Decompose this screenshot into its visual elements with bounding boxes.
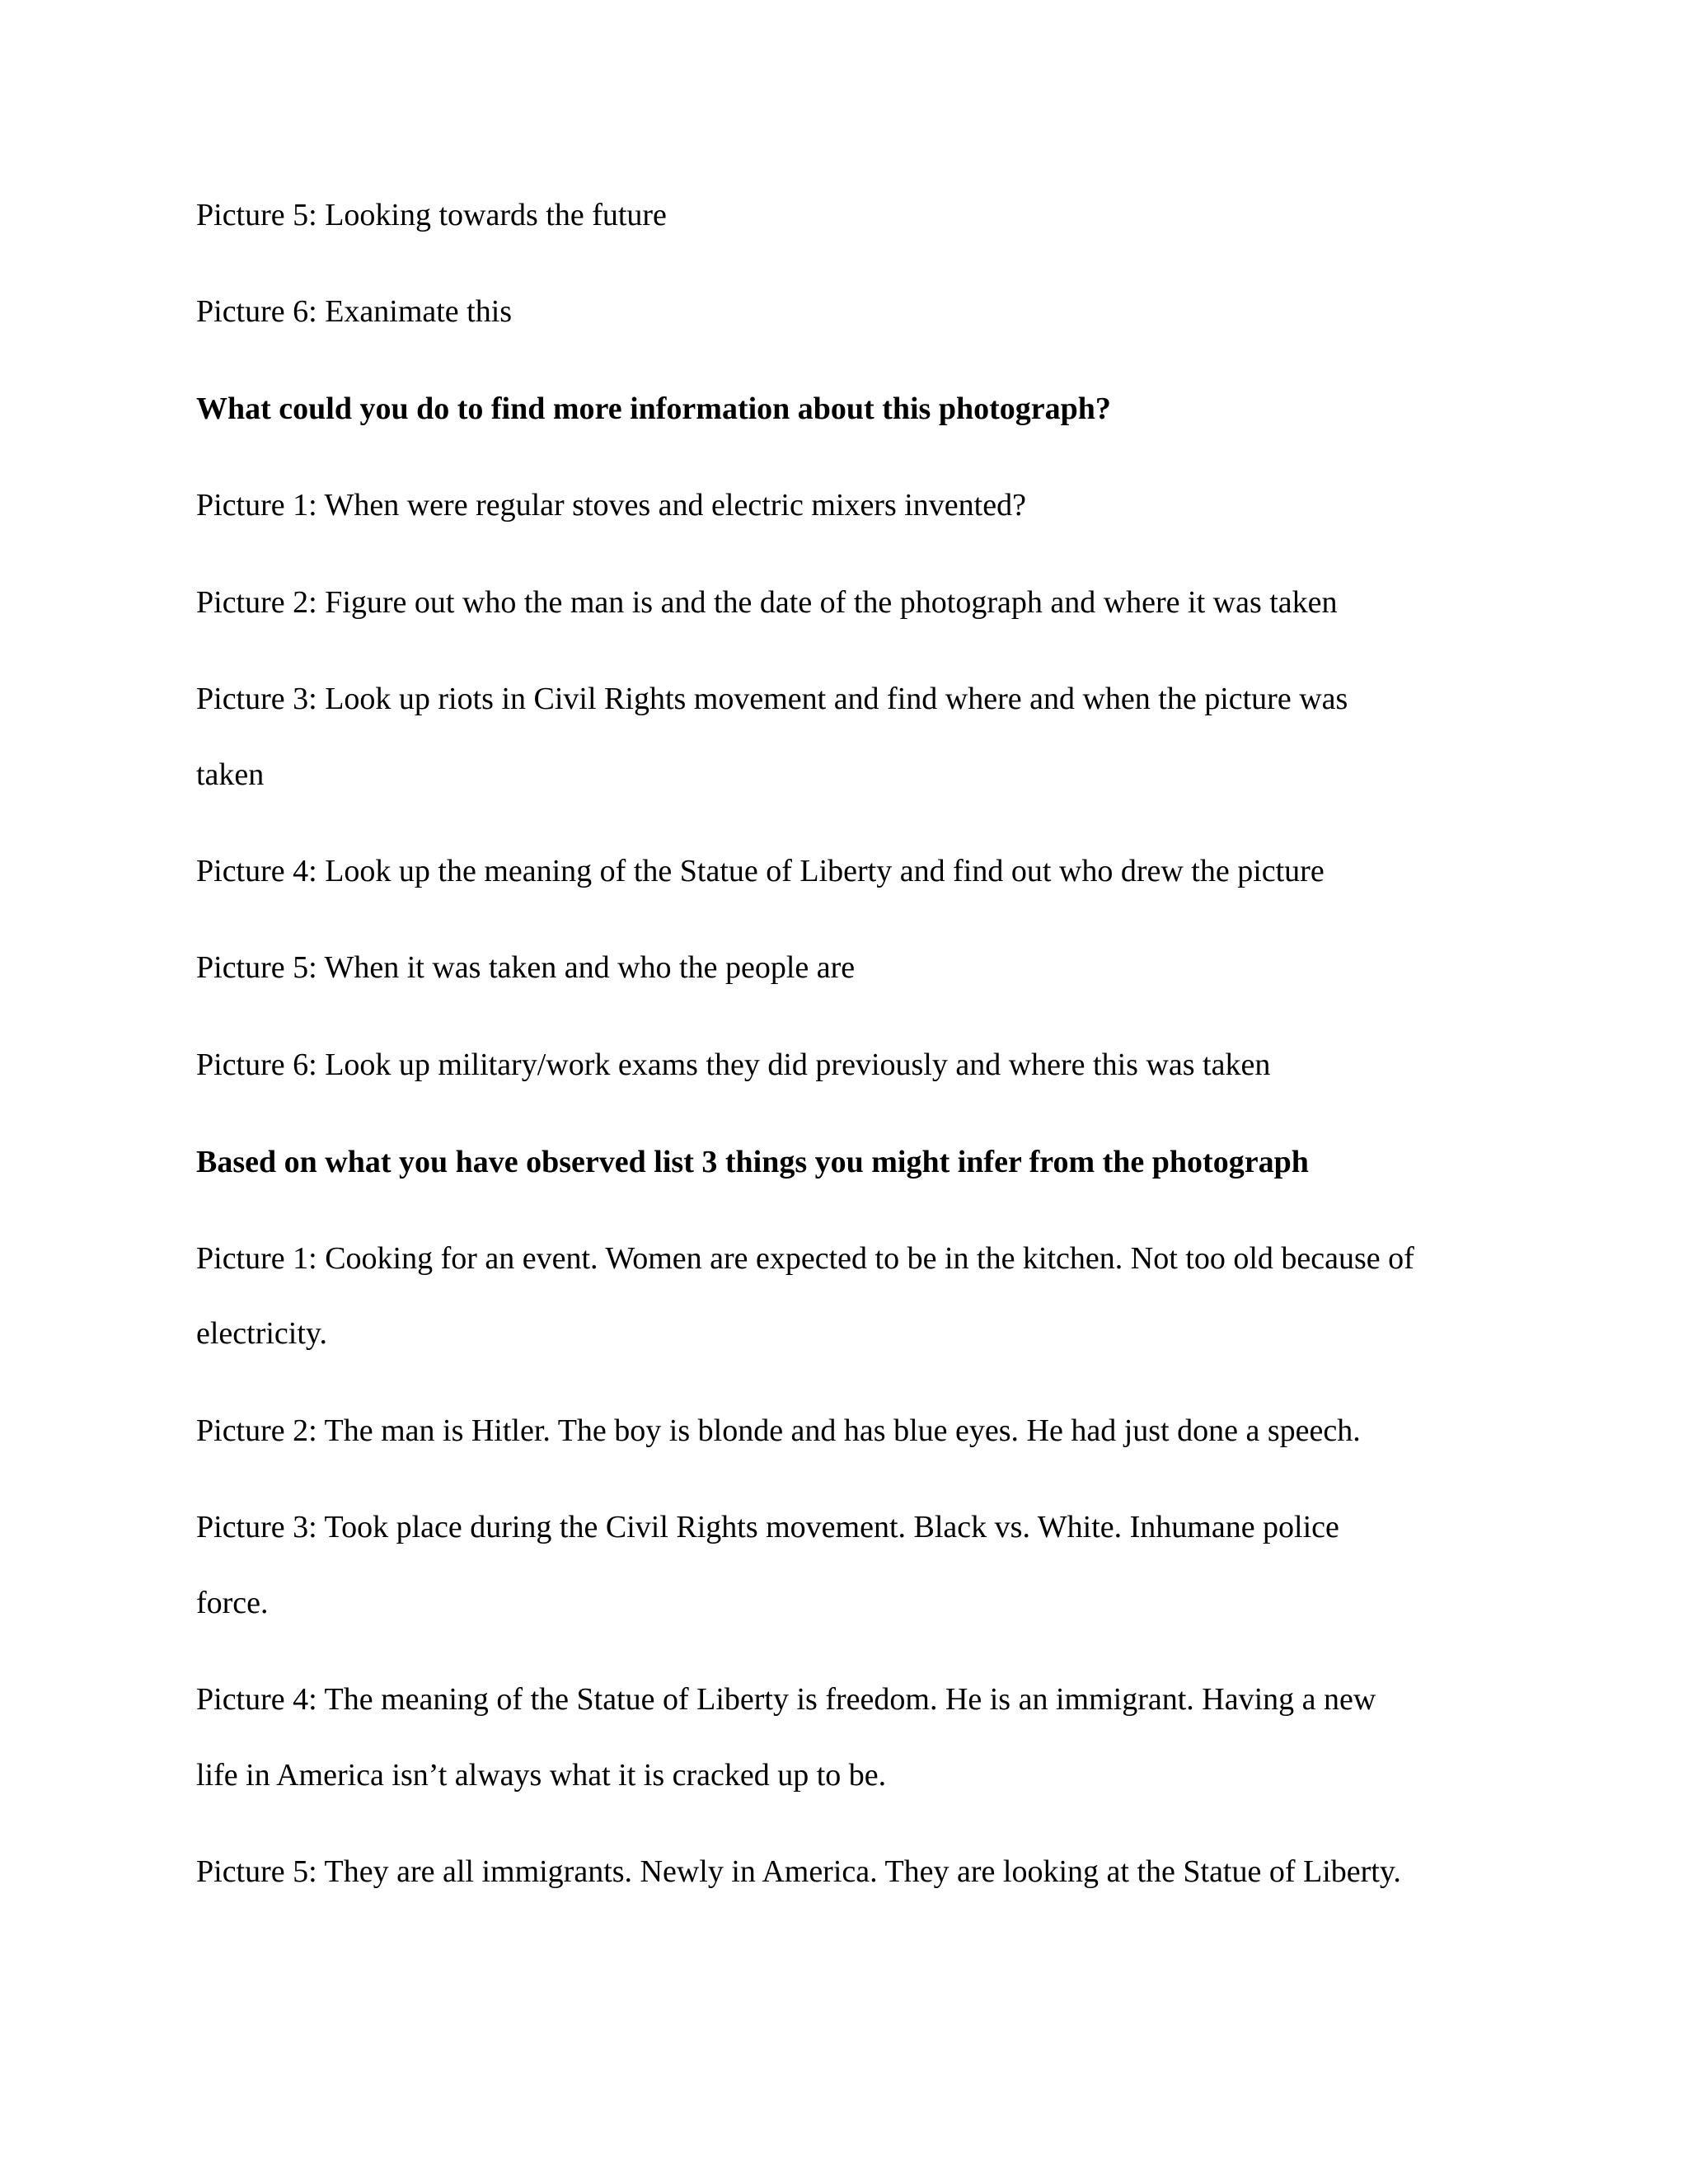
answer-picture-3-inference-continued: force. bbox=[196, 1586, 269, 1620]
answer-picture-5-research: Picture 5: When it was taken and who the people are bbox=[196, 950, 856, 985]
section-heading-more-information: What could you do to find more information about this photograph? bbox=[196, 391, 1111, 426]
answer-picture-2-inference: Picture 2: The man is Hitler. The boy is blonde and has blue eyes. He had just done a speech. bbox=[196, 1413, 1361, 1448]
answer-picture-3-research-continued: taken bbox=[196, 757, 265, 792]
answer-picture-1-inference: Picture 1: Cooking for an event. Women are expected to be in the kitchen. Not too old because of bbox=[196, 1241, 1414, 1276]
answer-picture-1-research: Picture 1: When were regular stoves and electric mixers invented? bbox=[196, 488, 1026, 523]
answer-picture-6-research: Picture 6: Look up military/work exams they did previously and where this was taken bbox=[196, 1047, 1271, 1082]
answer-picture-2-research: Picture 2: Figure out who the man is and the date of the photograph and where it was taken bbox=[196, 585, 1338, 620]
answer-picture-6-exanimate: Picture 6: Exanimate this bbox=[196, 294, 513, 329]
answer-picture-3-research: Picture 3: Look up riots in Civil Rights movement and find where and when the picture was bbox=[196, 682, 1348, 716]
section-heading-inferences: Based on what you have observed list 3 things you might infer from the photograph bbox=[196, 1145, 1309, 1179]
answer-picture-4-inference-continued: life in America isn’t always what it is cracked up to be. bbox=[196, 1758, 887, 1793]
answer-picture-5-looking: Picture 5: Looking towards the future bbox=[196, 198, 667, 232]
answer-picture-1-inference-continued: electricity. bbox=[196, 1316, 327, 1351]
answer-picture-4-inference: Picture 4: The meaning of the Statue of Liberty is freedom. He is an immigrant. Having a new bbox=[196, 1682, 1376, 1717]
answer-picture-3-inference: Picture 3: Took place during the Civil Rights movement. Black vs. White. Inhumane police bbox=[196, 1510, 1339, 1544]
answer-picture-4-research: Picture 4: Look up the meaning of the Statue of Liberty and find out who drew the picture bbox=[196, 854, 1325, 888]
answer-picture-5-inference: Picture 5: They are all immigrants. Newly in America. They are looking at the Statue of Liberty. bbox=[196, 1854, 1401, 1889]
